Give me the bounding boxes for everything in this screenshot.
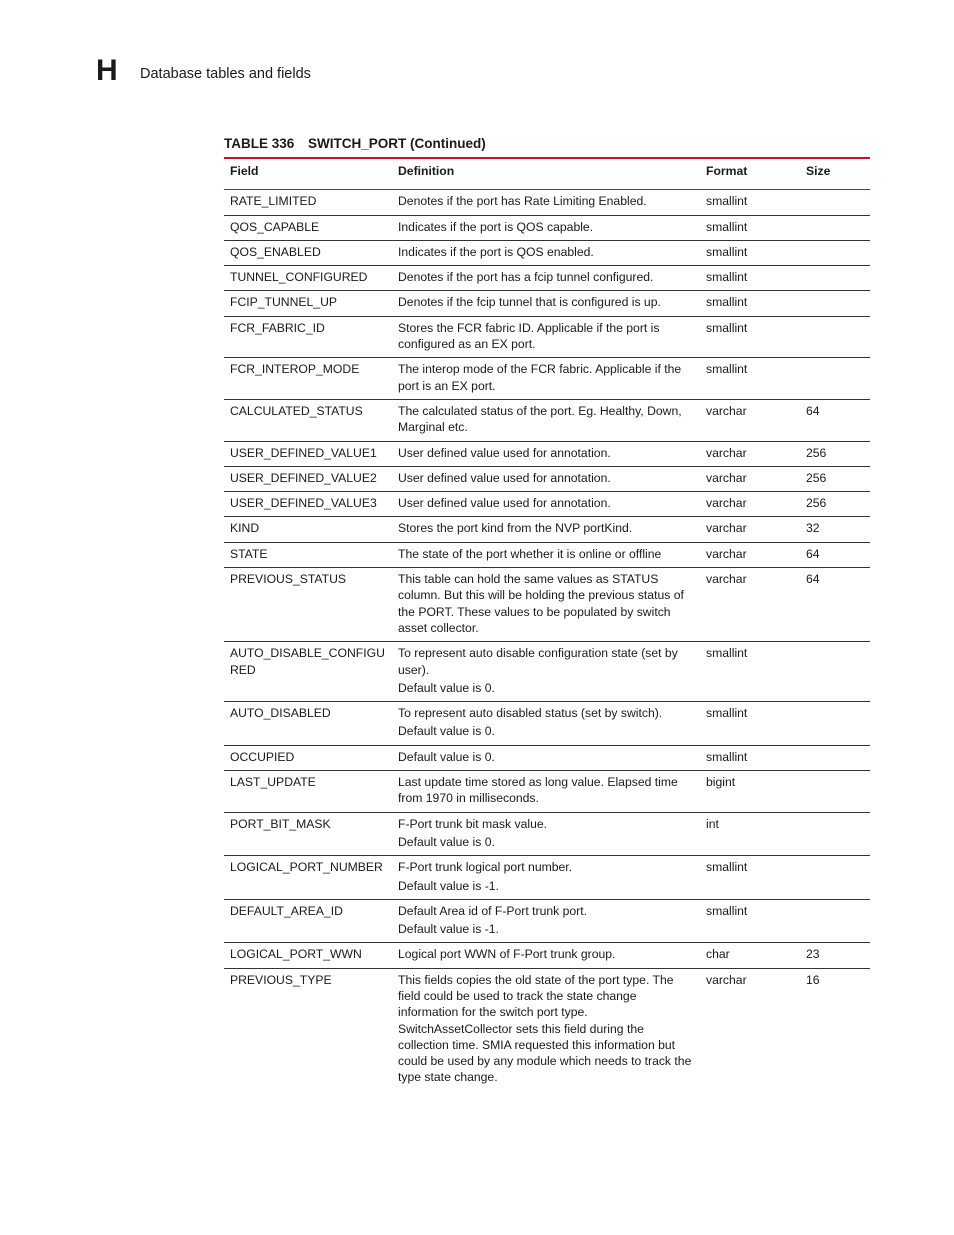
size-cell (800, 266, 870, 291)
definition-cell (392, 358, 700, 400)
size-cell: 256 (800, 441, 870, 466)
size-cell: 64 (800, 568, 870, 642)
definition-text: The interop mode of the FCR fabric. Applicable if the port is an EX port. (398, 362, 682, 393)
definition-cell (392, 441, 700, 466)
definition-cell (392, 266, 700, 291)
table-row (224, 316, 870, 358)
format-cell: smallint (700, 215, 800, 240)
definition-cell (392, 568, 700, 642)
field-cell: QOS_CAPABLE (224, 215, 392, 240)
format-cell: int (700, 812, 800, 856)
field-cell: CALCULATED_STATUS (224, 399, 392, 441)
definition-text: Denotes if the fcip tunnel that is configured is up. (398, 295, 661, 310)
size-cell (800, 215, 870, 240)
definition-text: Stores the FCR fabric ID. Applicable if the port is configured as an EX port. (398, 320, 660, 352)
format-cell: char (700, 943, 800, 968)
definition-text: User defined value used for annotation. (398, 445, 611, 460)
table-row (224, 856, 870, 900)
definition-cell (392, 316, 700, 358)
size-cell: 256 (800, 492, 870, 517)
definition-cell (392, 466, 700, 491)
definition-text: Stores the port kind from the NVP portKind. (398, 521, 633, 536)
format-cell: smallint (700, 899, 800, 943)
table-row (224, 745, 870, 770)
field-cell: USER_DEFINED_VALUE2 (224, 466, 392, 491)
table-title: SWITCH_PORT (Continued) (308, 136, 486, 151)
definition-cell (392, 968, 700, 1091)
field-cell: AUTO_DISABLED (224, 702, 392, 746)
field-cell: KIND (224, 517, 392, 542)
column-header-definition: Definition (392, 158, 700, 190)
definition-text: F-Port trunk bit mask value. (398, 816, 548, 831)
table-row (224, 812, 870, 856)
definition-text: This fields copies the old state of the port type. The field could be used to track the state change information for the switch port type. SwitchAssetCollector sets this field during the collection time. SMIA requested this information but could be used by any module which needs to track the type state change. (398, 972, 692, 1085)
definition-text: Denotes if the port has Rate Limiting Enabled. (398, 194, 647, 209)
size-cell: 16 (806, 972, 820, 987)
definition-text: The calculated status of the port. Eg. Healthy, Down, Marginal etc. (398, 403, 682, 435)
definition-cell (392, 492, 700, 517)
size-cell (800, 702, 870, 746)
format-cell: varchar (700, 517, 800, 542)
field-cell: PREVIOUS_STATUS (224, 568, 392, 642)
column-header-size: Size (800, 158, 870, 190)
size-cell (800, 642, 870, 702)
size-cell (800, 291, 870, 316)
field-cell: FCR_INTEROP_MODE (224, 358, 392, 400)
field-cell: STATE (224, 542, 392, 567)
definition-text: Default value is -1. (398, 878, 499, 893)
field-cell: PREVIOUS_TYPE (230, 972, 332, 987)
field-cell: PORT_BIT_MASK (224, 812, 392, 856)
section-title: Database tables and fields (140, 66, 311, 82)
size-cell (800, 316, 870, 358)
table-row (224, 517, 870, 542)
table-row (224, 215, 870, 240)
field-cell: RATE_LIMITED (224, 190, 392, 215)
table-row (224, 702, 870, 746)
table-row (224, 899, 870, 943)
size-cell (800, 856, 870, 900)
field-cell: DEFAULT_AREA_ID (224, 899, 392, 943)
field-cell: USER_DEFINED_VALUE1 (224, 441, 392, 466)
table-row (224, 771, 870, 813)
table-row (224, 266, 870, 291)
definition-text: Default Area id of F-Port trunk port. (398, 903, 587, 918)
definition-text: Indicates if the port is QOS capable. (398, 219, 594, 234)
definition-text: F-Port trunk logical port number. (398, 860, 573, 875)
definition-cell (392, 812, 700, 856)
field-cell: LOGICAL_PORT_WWN (224, 943, 392, 968)
size-cell: 64 (800, 399, 870, 441)
definition-text: User defined value used for annotation. (398, 496, 611, 511)
field-cell: LAST_UPDATE (224, 771, 392, 813)
table-row (224, 240, 870, 265)
definition-text: The state of the port whether it is online or offline (398, 546, 662, 561)
definition-cell (392, 899, 700, 943)
definition-text: This table can hold the same values as STATUS column. But this will be holding the previous status of the PORT. These values to be populated by switch asset collector. (398, 572, 684, 635)
field-cell: TUNNEL_CONFIGURED (224, 266, 392, 291)
format-cell: smallint (700, 745, 800, 770)
definition-text: User defined value used for annotation. (398, 470, 611, 485)
definition-cell (392, 642, 700, 702)
size-cell: 23 (800, 943, 870, 968)
table-row (224, 568, 870, 642)
definition-text: Logical port WWN of F-Port trunk group. (398, 947, 616, 962)
definition-text: Default value is -1. (398, 922, 499, 937)
format-cell: varchar (700, 542, 800, 567)
format-cell: varchar (700, 399, 800, 441)
size-cell (800, 899, 870, 943)
format-cell: smallint (700, 240, 800, 265)
format-cell: varchar (706, 972, 747, 987)
field-cell: OCCUPIED (224, 745, 392, 770)
table-header (224, 158, 870, 190)
definition-text: Default value is 0. (398, 680, 495, 695)
table-row (224, 358, 870, 400)
table-row (224, 642, 870, 702)
header-row (224, 158, 870, 190)
definition-cell (392, 943, 700, 968)
table-row (224, 943, 870, 968)
field-cell: QOS_ENABLED (224, 240, 392, 265)
format-cell: varchar (700, 492, 800, 517)
column-header-format: Format (700, 158, 800, 190)
size-cell (800, 812, 870, 856)
table-row (224, 190, 870, 215)
format-cell: varchar (700, 466, 800, 491)
definition-cell (392, 190, 700, 215)
chapter-letter: H (96, 54, 118, 87)
definition-cell (392, 517, 700, 542)
table-row (224, 291, 870, 316)
size-cell (800, 771, 870, 813)
definition-text: Denotes if the port has a fcip tunnel configured. (398, 270, 654, 285)
format-cell: smallint (700, 316, 800, 358)
size-cell (800, 240, 870, 265)
definition-text: To represent auto disable configuration state (set by user). (398, 646, 678, 677)
table-row (224, 542, 870, 567)
column-header-field: Field (224, 158, 392, 190)
format-cell: smallint (700, 266, 800, 291)
definition-cell (392, 215, 700, 240)
definition-cell (392, 702, 700, 746)
field-cell: FCIP_TUNNEL_UP (224, 291, 392, 316)
table-row (224, 968, 870, 1091)
format-cell: smallint (700, 190, 800, 215)
format-cell: bigint (700, 771, 800, 813)
table-caption (224, 136, 486, 151)
field-cell: FCR_FABRIC_ID (224, 316, 392, 358)
size-cell: 64 (800, 542, 870, 567)
definition-cell (392, 291, 700, 316)
format-cell: smallint (700, 702, 800, 746)
field-cell: AUTO_DISABLE_CONFIGURED (224, 642, 392, 702)
definition-cell (392, 240, 700, 265)
field-cell: LOGICAL_PORT_NUMBER (224, 856, 392, 900)
definition-cell (392, 745, 700, 770)
definition-text: Indicates if the port is QOS enabled. (398, 244, 594, 259)
definition-cell (392, 542, 700, 567)
switch-port-table (224, 157, 870, 1091)
definition-cell (392, 399, 700, 441)
format-cell: smallint (700, 642, 800, 702)
format-cell: smallint (700, 358, 800, 400)
table-row (224, 492, 870, 517)
size-cell (800, 358, 870, 400)
format-cell: smallint (700, 291, 800, 316)
format-cell: smallint (700, 856, 800, 900)
table-label: TABLE 336 (224, 136, 295, 151)
definition-cell (392, 856, 700, 900)
size-cell: 32 (800, 517, 870, 542)
format-cell: varchar (700, 568, 800, 642)
size-cell (800, 190, 870, 215)
definition-text: Default value is 0. (398, 834, 495, 849)
definition-text: Last update time stored as long value. Elapsed time from 1970 in milliseconds. (398, 775, 678, 806)
definition-text: To represent auto disabled status (set by switch). (398, 706, 663, 721)
table-row (224, 441, 870, 466)
definition-cell (392, 771, 700, 813)
table-row (224, 466, 870, 491)
size-cell (800, 745, 870, 770)
table-body (224, 190, 870, 1091)
format-cell: varchar (700, 441, 800, 466)
definition-text: Default value is 0. (398, 749, 495, 764)
field-cell: USER_DEFINED_VALUE3 (224, 492, 392, 517)
table-row (224, 399, 870, 441)
size-cell: 256 (800, 466, 870, 491)
definition-text: Default value is 0. (398, 724, 495, 739)
